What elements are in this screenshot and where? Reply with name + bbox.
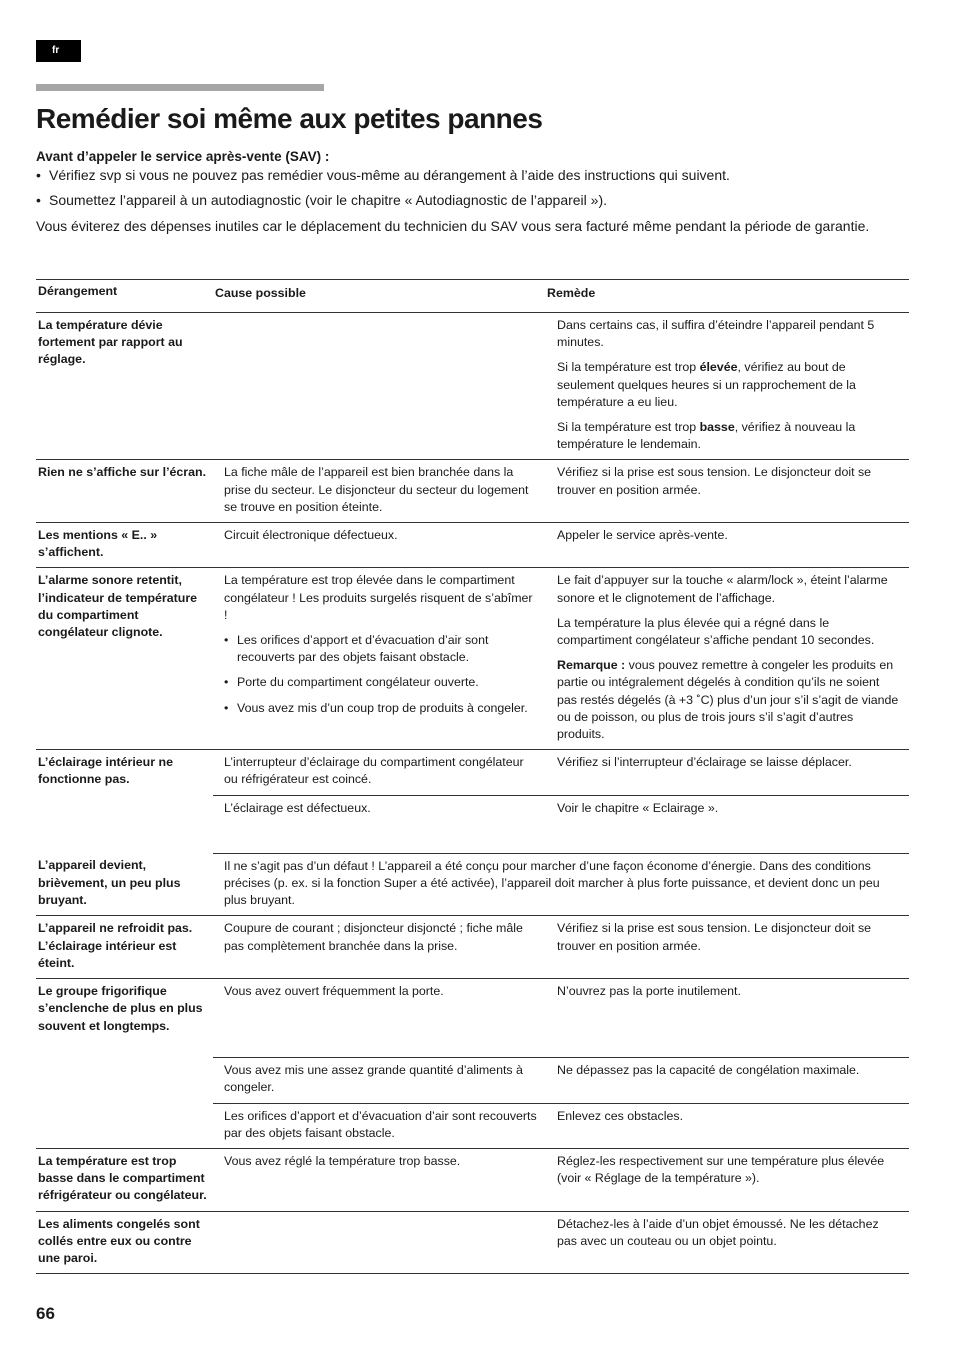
table-row [36, 916, 909, 979]
fault-cell: Le groupe frigorifique s’enclenche de plus en plus souvent et longtemps. [36, 979, 213, 1149]
fault-cell: Rien ne s’affiche sur l’écran. [36, 460, 213, 523]
fault-cell: Les aliments congelés sont collés entre eux ou contre une paroi. [36, 1211, 213, 1274]
table-row [36, 1148, 909, 1211]
remedy-cell: Appeler le service après-vente. [545, 523, 909, 568]
table-row [36, 1211, 909, 1274]
table-row [36, 979, 909, 1058]
remedy-cell: Réglez-les respectivement sur une température plus élevée (voir « Réglage de la température »). [545, 1148, 909, 1211]
cause-cell: Circuit électronique défectueux. [213, 523, 545, 568]
remedy-cell [545, 313, 909, 460]
remedy-text: La température la plus élevée qui a régné dans le compartiment congélateur s’affiche pendant 10 secondes. [557, 615, 875, 648]
table-row [36, 313, 909, 460]
fault-cell: La température est trop basse dans le compartiment réfrigérateur ou congélateur. [36, 1148, 213, 1211]
cause-cell: Vous avez réglé la température trop basse. [213, 1148, 545, 1211]
remedy-cell: Vérifiez si l’interrupteur d’éclairage se laisse déplacer. [545, 750, 909, 795]
page-number: 66 [36, 1304, 55, 1323]
cause-bullet: • Porte du compartiment congélateur ouverte. [224, 674, 539, 691]
header-remedy: Remède [545, 280, 909, 313]
cause-cell: Coupure de courant ; disjoncteur disjoncté ; fiche mâle pas complètement branchée dans la prise. [213, 916, 545, 979]
table-row [36, 460, 909, 523]
fault-cell: L’éclairage intérieur ne fonctionne pas. [36, 750, 213, 823]
table-row [36, 750, 909, 795]
troubleshooting-table [36, 279, 909, 1274]
remedy-remark: Remarque : vous pouvez remettre à congeler les produits en partie ou intégralement dégelés à condition qu’ils ne soient pas restés dégelés (à +3 ˚C) plus d’un jour s’il s’agit de viande ou de poisson, ou plus de trois jours s’il s’agit d’autres produits. [557, 658, 899, 742]
intro-heading: Avant d’appeler le service après-vente (SAV) : [36, 149, 330, 164]
header-cause: Cause possible [213, 280, 545, 313]
remedy-cell: Vérifiez si la prise est sous tension. Le disjoncteur doit se trouver en position armée. [545, 916, 909, 979]
fault-cell: L’appareil devient, brièvement, un peu plus bruyant. [38, 858, 181, 907]
cause-cell [213, 1211, 545, 1274]
remedy-text: Le fait d’appuyer sur la touche « alarm/lock », éteint l’alarme sonore et le clignotement de l’affichage. [557, 573, 888, 605]
cause-text: La température est trop élevée dans le compartiment congélateur ! Les produits surgelés risquent de s’abîmer ! [224, 573, 533, 622]
header-rule [36, 84, 324, 91]
language-badge: fr [36, 40, 81, 62]
cause-cell [213, 568, 545, 750]
header-fault: Dérangement [36, 280, 213, 313]
fault-cell: Les mentions « E.. » s’affichent. [36, 523, 213, 568]
cause-cell: L’interrupteur d’éclairage du compartiment congélateur ou réfrigérateur est coincé. [213, 750, 545, 795]
cause-bullet: • Vous avez mis d’un coup trop de produits à congeler. [224, 700, 539, 717]
intro-bullet: • Vérifiez svp si vous ne pouvez pas remédier vous-même au dérangement à l’aide des instructions qui suivent. [36, 167, 896, 184]
intro-closing: Vous éviterez des dépenses inutiles car le déplacement du technicien du SAV vous sera facturé même pendant la période de garantie. [36, 218, 870, 234]
table-row [36, 853, 909, 916]
intro-section [36, 148, 896, 235]
cause-bullet-list [224, 632, 539, 717]
table-spacer [36, 823, 909, 854]
remedy-text: Si la température est trop élevée, vérifiez au bout de seulement quelques heures si un rapprochement de la température a eu lieu. [557, 360, 856, 409]
table-header-row [36, 280, 909, 313]
fault-cell: L’appareil ne refroidit pas. L’éclairage intérieur est éteint. [36, 916, 213, 979]
remedy-cell: Vérifiez si la prise est sous tension. Le disjoncteur doit se trouver en position armée. [545, 460, 909, 523]
remedy-cell: N’ouvrez pas la porte inutilement. [545, 979, 909, 1058]
table-row [36, 523, 909, 568]
fault-cell: La température dévie fortement par rapport au réglage. [38, 318, 183, 367]
cause-cell: La fiche mâle de l’appareil est bien branchée dans la prise du secteur. Le disjoncteur du secteur du logement se trouve en position éteinte. [213, 460, 545, 523]
remedy-cell: Ne dépassez pas la capacité de congélation maximale. [545, 1058, 909, 1103]
cause-cell: Vous avez ouvert fréquemment la porte. [213, 979, 545, 1058]
cause-cell: Il ne s’agit pas d’un défaut ! L’appareil a été conçu pour marcher d’une façon économe d’énergie. Dans des conditions précises (p. ex. si la fonction Super a été activée), l’appareil doit marcher à plus forte puissance, et devient donc un peu plus bruyant. [213, 853, 909, 916]
cause-bullet: • Les orifices d’apport et d’évacuation d’air sont recouverts par des objets faisant obstacle. [224, 632, 539, 666]
remedy-cell: Voir le chapitre « Eclairage ». [545, 795, 909, 823]
remedy-cell [545, 568, 909, 750]
remedy-cell: Détachez-les à l’aide d’un objet émoussé. Ne les détachez pas avec un couteau ou un objet pointu. [545, 1211, 909, 1274]
fault-cell: L’alarme sonore retentit, l’indicateur de température du compartiment congélateur clignote. [36, 568, 213, 750]
cause-cell: Vous avez mis une assez grande quantité d’aliments à congeler. [213, 1058, 545, 1103]
intro-bullet: • Soumettez l’appareil à un autodiagnostic (voir le chapitre « Autodiagnostic de l’appareil »). [36, 192, 896, 209]
cause-cell: L’éclairage est défectueux. [213, 795, 545, 823]
remedy-cell: Enlevez ces obstacles. [545, 1103, 909, 1148]
remedy-text: Dans certains cas, il suffira d’éteindre l’appareil pendant 5 minutes. [557, 318, 875, 350]
table-row [36, 568, 909, 750]
intro-bullet-list [36, 167, 896, 209]
remedy-text: Si la température est trop basse, vérifiez à nouveau la température le lendemain. [557, 420, 856, 452]
page-title: Remédier soi même aux petites pannes [36, 103, 543, 134]
cause-cell: Les orifices d’apport et d’évacuation d’air sont recouverts par des objets faisant obstacle. [213, 1103, 545, 1148]
cause-cell [213, 313, 545, 460]
